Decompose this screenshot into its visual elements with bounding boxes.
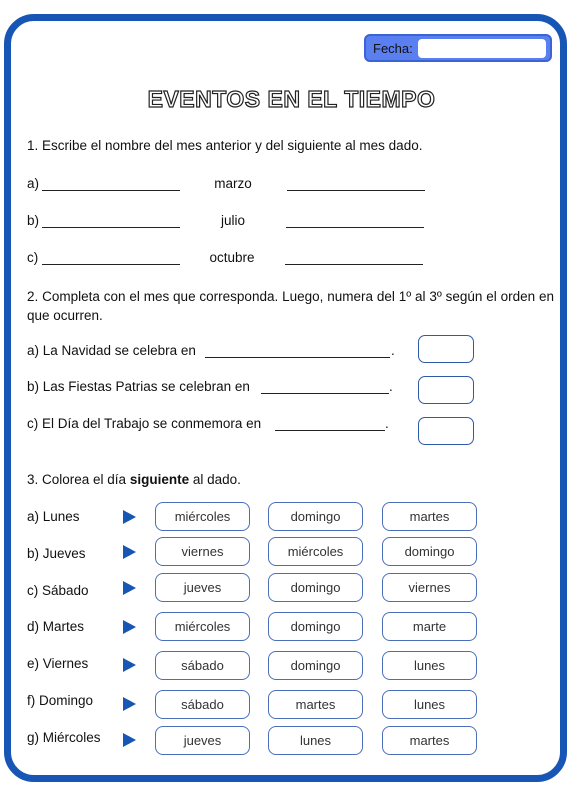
q3-row-b-label: b) Jueves [27,546,86,561]
q1-b-month: julio [220,213,245,228]
date-input[interactable] [418,39,546,58]
q2-a-order-box[interactable] [418,335,474,363]
q3-row-f-option-1[interactable]: sábado [155,690,250,719]
date-box [364,34,552,62]
q2-b-text: b) Las Fiestas Patrias se celebran en [27,379,250,394]
q3-row-b-option-3[interactable]: domingo [382,537,477,566]
date-label: Fecha: [373,41,413,56]
q3-row-d-label: d) Martes [27,619,85,634]
q3-row-e-option-3[interactable]: lunes [382,651,477,680]
worksheet-title: EVENTOS EN EL TIEMPO [147,86,436,112]
q1-a-month: marzo [214,176,252,191]
play-arrow-icon [123,510,136,524]
q2-c-blank[interactable] [275,430,385,431]
q3-row-b-option-2[interactable]: miércoles [268,537,363,566]
q1-b-before-blank[interactable] [42,227,180,228]
q1-prompt: 1. Escribe el nombre del mes anterior y del siguiente al mes dado. [27,138,423,153]
q3-row-a-option-1[interactable]: miércoles [155,502,250,531]
q3-row-f-option-2[interactable]: martes [268,690,363,719]
q3-row-d-option-2[interactable]: domingo [268,612,363,641]
q3-row-g-option-1[interactable]: jueves [155,726,250,755]
q1-c-month: octubre [209,250,255,265]
q3-row-a-label: a) Lunes [27,509,80,524]
q1-c-before-blank[interactable] [42,264,180,265]
q3-row-f-option-3[interactable]: lunes [382,690,477,719]
q1-a-before-blank[interactable] [42,190,180,191]
q3-row-c-option-2[interactable]: domingo [268,573,363,602]
q3-row-g-option-2[interactable]: lunes [268,726,363,755]
q1-a-letter: a) [27,176,40,191]
q3-prompt: 3. Colorea el día siguiente al dado. [27,472,241,487]
play-arrow-icon [123,733,136,747]
q3-row-g-option-3[interactable]: martes [382,726,477,755]
q2-prompt: 2. Completa con el mes que corresponda. Luego, numera del 1º al 3º según el orden en que ocurren. [27,289,554,323]
q3-prompt-bold: siguiente [129,472,190,487]
q3-row-a-option-3[interactable]: martes [382,502,477,531]
q3-row-c-option-1[interactable]: jueves [155,573,250,602]
q3-row-e-option-1[interactable]: sábado [155,651,250,680]
q2-c-period: . [385,416,389,431]
play-arrow-icon [123,658,136,672]
play-arrow-icon [123,545,136,559]
q1-b-after-blank[interactable] [286,227,424,228]
q1-b-letter: b) [27,213,40,228]
q3-row-g-label: g) Miércoles [27,730,101,745]
q2-c-text: c) El Día del Trabajo se conmemora en [27,416,262,431]
q3-row-d-option-3[interactable]: marte [382,612,477,641]
q3-row-e-label: e) Viernes [27,656,89,671]
q3-row-e-option-2[interactable]: domingo [268,651,363,680]
play-arrow-icon [123,697,136,711]
q2-b-blank[interactable] [261,393,389,394]
q3-row-c-label: c) Sábado [27,583,89,598]
play-arrow-icon [123,620,136,634]
q1-c-after-blank[interactable] [285,264,423,265]
play-arrow-icon [123,581,136,595]
q2-a-text: a) La Navidad se celebra en [27,343,196,358]
q2-c-order-box[interactable] [418,417,474,445]
q3-row-d-option-1[interactable]: miércoles [155,612,250,641]
q1-c-letter: c) [27,250,39,265]
q3-row-a-option-2[interactable]: domingo [268,502,363,531]
q3-row-f-label: f) Domingo [27,693,94,708]
q2-b-order-box[interactable] [418,376,474,404]
q3-row-b-option-1[interactable]: viernes [155,537,250,566]
q2-a-period: . [391,343,395,358]
q1-a-after-blank[interactable] [287,190,425,191]
q2-b-period: . [389,379,393,394]
q2-a-blank[interactable] [205,357,390,358]
q3-row-c-option-3[interactable]: viernes [382,573,477,602]
